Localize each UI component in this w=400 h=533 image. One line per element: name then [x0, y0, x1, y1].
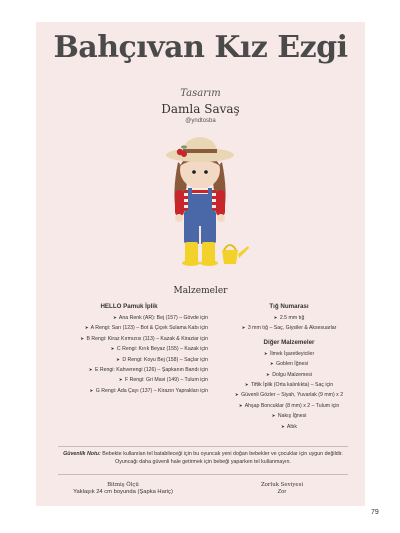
- cherry-leaf: [181, 145, 187, 148]
- watering-can-spout: [238, 246, 249, 258]
- boot-left: [185, 242, 198, 262]
- doll-hand: [217, 214, 225, 222]
- boot-right-sole: [200, 260, 218, 266]
- list-item: ➤ E Rengi: Kahverengi (126) – Şapkanın Bandı için: [88, 367, 208, 374]
- yarn-section: [46, 303, 212, 396]
- boot-left-sole: [182, 260, 200, 266]
- other-heading: Diğer Malzemeler: [263, 338, 315, 346]
- list-item: ➤ C Rengi: Kırık Beyaz (155) – Kazak için: [110, 346, 208, 353]
- bullet-icon: ➤: [116, 356, 120, 362]
- safety-note-label: Güvenlik Notu:: [63, 451, 101, 457]
- bullet-icon: ➤: [112, 315, 117, 320]
- bullet-icon: ➤: [84, 325, 89, 331]
- doll-illustration: [150, 132, 250, 277]
- boot-right: [202, 242, 215, 262]
- list-item: ➤ Goblen İğnesi: [269, 361, 309, 368]
- yarn-heading: HELLO Pamuk İplik: [100, 303, 158, 310]
- list-item: ➤ Altık: [280, 423, 298, 430]
- overalls-strap: [208, 188, 212, 196]
- bullet-icon: ➤: [280, 423, 285, 429]
- watering-can-handle: [224, 245, 236, 250]
- bullet-icon: ➤: [269, 361, 274, 367]
- list-item: ➤ 3 mm tığ – Saç, Giysiler & Aksesuarlar: [241, 325, 337, 332]
- safety-note-text: Bebekte kullanılan tel batabileceği için bu oyuncak yeni doğan bebekler ve çocuklar için uygun değildir. Oyuncağı daha güvenli hale getirmek için bebeği yaparken tel kullanmayın.: [102, 451, 343, 465]
- bullet-icon: ➤: [234, 392, 239, 398]
- doll-arm-left: [175, 190, 184, 216]
- finished-size: [48, 482, 198, 495]
- list-item: ➤ Güvenli Gözler – Siyah, Yuvarlak (9 mm) x 2: [234, 392, 344, 399]
- tools-section: [222, 303, 356, 432]
- list-item: ➤ B Rengi: Kiraz Kırmızısı (113) – Kazak & Kiraziar için: [80, 335, 208, 342]
- list-item: ➤ İlmek İşaretleyiciler: [263, 350, 315, 357]
- page-number: 79: [371, 509, 379, 516]
- difficulty-value: Zor: [277, 489, 287, 495]
- bullet-icon: ➤: [265, 371, 270, 377]
- list-item: ➤ F Rengi: Gri Mavi (149) – Tulum için: [118, 377, 208, 384]
- bullet-icon: ➤: [238, 402, 243, 408]
- hook-heading: Tığ Numarası: [269, 303, 309, 310]
- list-item: ➤ Dolgu Malzemesi: [265, 371, 313, 378]
- note-divider-top: [58, 446, 348, 447]
- note-divider-bottom: [58, 474, 348, 475]
- finished-size-value: Yaklaşık 24 cm boyunda (Şapka Hariç): [73, 489, 173, 495]
- list-item: ➤ 2.5 mm tığ: [273, 315, 305, 321]
- list-item: ➤ G Rengi: Ada Çayı (137) – Kirazın Yaprakları için: [89, 387, 208, 394]
- list-item: ➤ Ahşap Boncuklar (8 mm) x 2 – Tulum için: [238, 402, 340, 409]
- materials-title: Malzemeler: [173, 286, 228, 296]
- finished-size-label: Bitmiş Ölçü: [107, 482, 139, 488]
- bullet-icon: ➤: [88, 367, 93, 373]
- design-label: Tasarım: [180, 88, 221, 99]
- bullet-icon: ➤: [80, 335, 84, 341]
- overalls-gap: [199, 226, 201, 244]
- overalls-bib: [188, 194, 212, 212]
- watering-can: [222, 250, 238, 264]
- bullet-icon: ➤: [244, 382, 249, 388]
- designer-handle: @yndtosba: [185, 118, 216, 124]
- bullet-icon: ➤: [110, 346, 115, 352]
- overalls-strap: [188, 188, 192, 196]
- list-item: ➤ Nakış İğnesi: [271, 413, 307, 420]
- bullet-icon: ➤: [241, 325, 246, 331]
- bullet-icon: ➤: [273, 315, 278, 320]
- doll-hand: [175, 214, 183, 222]
- designer-name: Damla Savaş: [161, 102, 240, 116]
- safety-note: [58, 450, 348, 466]
- doll-arm-right: [216, 190, 225, 216]
- list-item: ➤ Ana Renk (AR): Bej (157) – Gövde için: [112, 315, 208, 321]
- page-title: Bahçıvan Kız Ezgi: [53, 30, 348, 65]
- bullet-icon: ➤: [271, 413, 276, 419]
- doll-eye: [204, 170, 208, 174]
- hat-band: [183, 149, 217, 153]
- list-item: ➤ D Rengi: Koyu Bej (158) – Saçlar için: [116, 356, 208, 363]
- bullet-icon: ➤: [263, 350, 268, 356]
- difficulty-label: Zorluk Seviyesi: [260, 482, 304, 488]
- difficulty: [212, 482, 352, 495]
- list-item: ➤ Tiftik İplik (Orta kalınlıkta) – Saç için: [244, 382, 334, 389]
- list-item: ➤ A Rengi: Sarı (123) – Bot & Çiçek Sulama Kabı için: [84, 325, 208, 332]
- cherry: [181, 151, 187, 157]
- doll-eye: [192, 170, 196, 174]
- bullet-icon: ➤: [118, 377, 123, 383]
- bullet-icon: ➤: [89, 387, 94, 393]
